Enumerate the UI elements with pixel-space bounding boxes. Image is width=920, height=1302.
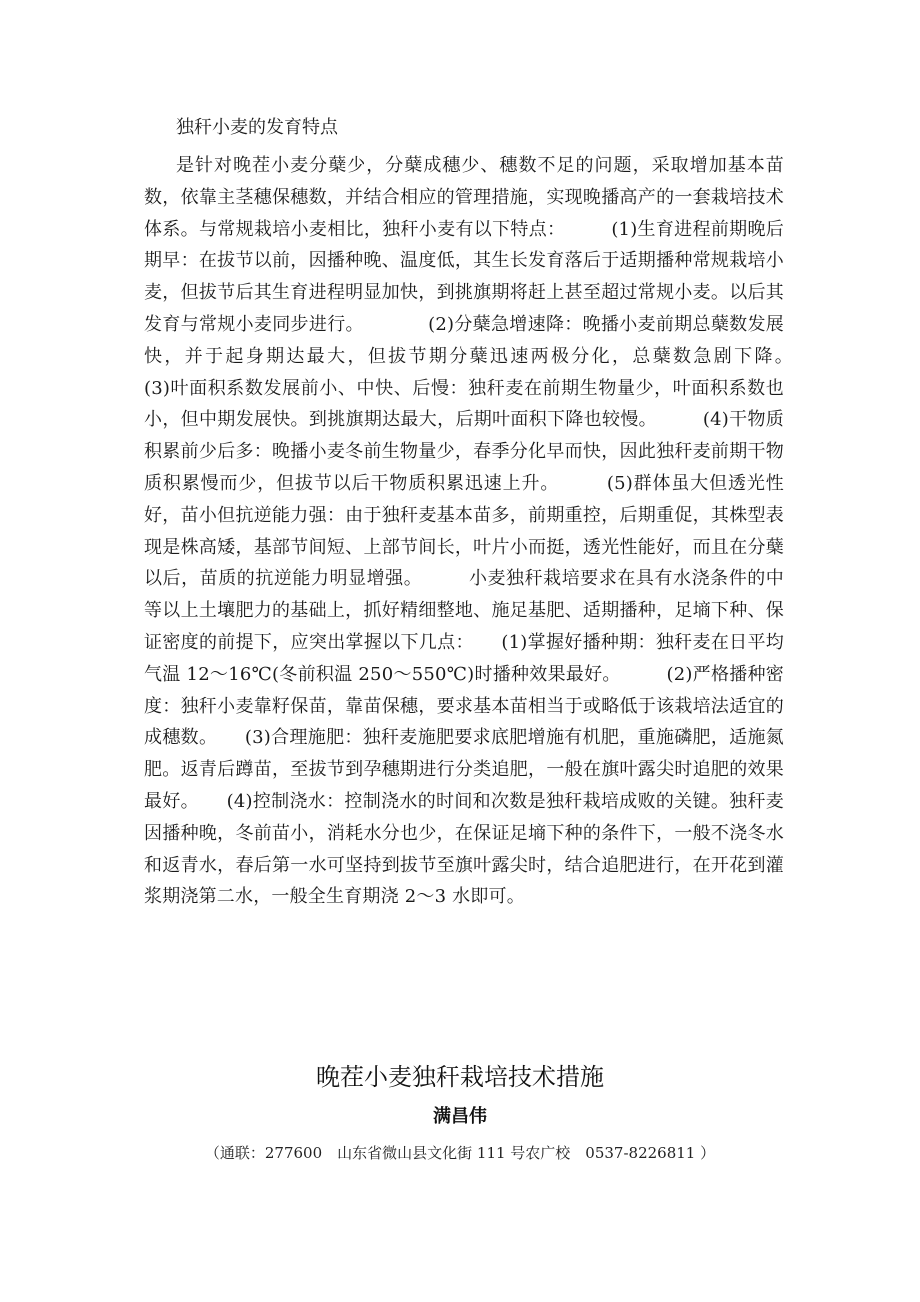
author-name: 满昌伟 xyxy=(433,1106,487,1127)
article-title: 晚茬小麦独秆栽培技术措施 xyxy=(316,1063,604,1091)
section-heading: 独秆小麦的发育特点 xyxy=(176,117,338,138)
body-paragraph: 是针对晚茬小麦分蘖少，分蘖成穗少、穗数不足的问题，采取增加基本苗数，依靠主茎穗保穗数，并结合相应的管理措施，实现晚播高产的一套栽培技术体系。与常规栽培小麦相比，独秆小麦有以下特点： (1)生育进程前期晚后期早：在拔节以前，因播种晚、温度低，其生长发育落后于适期播种常规栽培小麦，但拔节后其生育进程明显加快，到挑旗期将赶上甚至超过常规小麦。以后其发育与常规小麦同步进行。 (2)分蘖急增速降：晚播小麦前期总蘖数发展快，并于起身期达最大，但拔节期分蘖迅速两极分化，总蘖数急剧下降。 (3)叶面积系数发展前小、中快、后慢：独秆麦在前期生物量少，叶面积系数也小，但中期发展快。到挑旗期达最大，后期叶面积下降也较慢。 (4)干物质积累前少后多：晚播小麦冬前生物量少，春季分化早而快，因此独秆麦前期干物质积累慢而少，但拔节以后干物质积累迅速上升。 (5)群体虽大但透光性好，苗小但抗逆能力强：由于独秆麦基本苗多，前期重控，后期重促，其株型表现是株高矮，基部节间短、上部节间长，叶片小而挺，透光性能好，而且在分蘖以后，苗质的抗逆能力明显增强。 小麦独秆栽培要求在具有水浇条件的中等以上土壤肥力的基础上，抓好精细整地、施足基肥、适期播种，足墒下种、保证密度的前提下，应突出掌握以下几点： (1)掌握好播种期：独秆麦在日平均气温 12～16℃(冬前积温 250～550℃)时播种效果最好。 (2)严格播种密度：独秆小麦靠籽保苗，靠苗保穗，要求基本苗相当于或略低于该栽培法适宜的成穗数。 (3)合理施肥：独秆麦施肥要求底肥增施有机肥，重施磷肥，适施氮肥。返青后蹲苗，至拔节到孕穗期进行分类追肥，一般在旗叶露尖时追肥的效果最好。 (4)控制浇水：控制浇水的时间和次数是独秆栽培成败的关键。独秆麦因播种晚，冬前苗小，消耗水分也少，在保证足墒下种的条件下，一般不浇冬水和返青水，春后第一水可坚持到拔节至旗叶露尖时，结合追肥进行，在开花到灌浆期浇第二水，一般全生育期浇 2～3 水即可。 xyxy=(144,155,839,908)
contact-info: （通联：277600 山东省微山县文化街 111 号农广校 0537-8226811 ） xyxy=(204,1144,716,1162)
